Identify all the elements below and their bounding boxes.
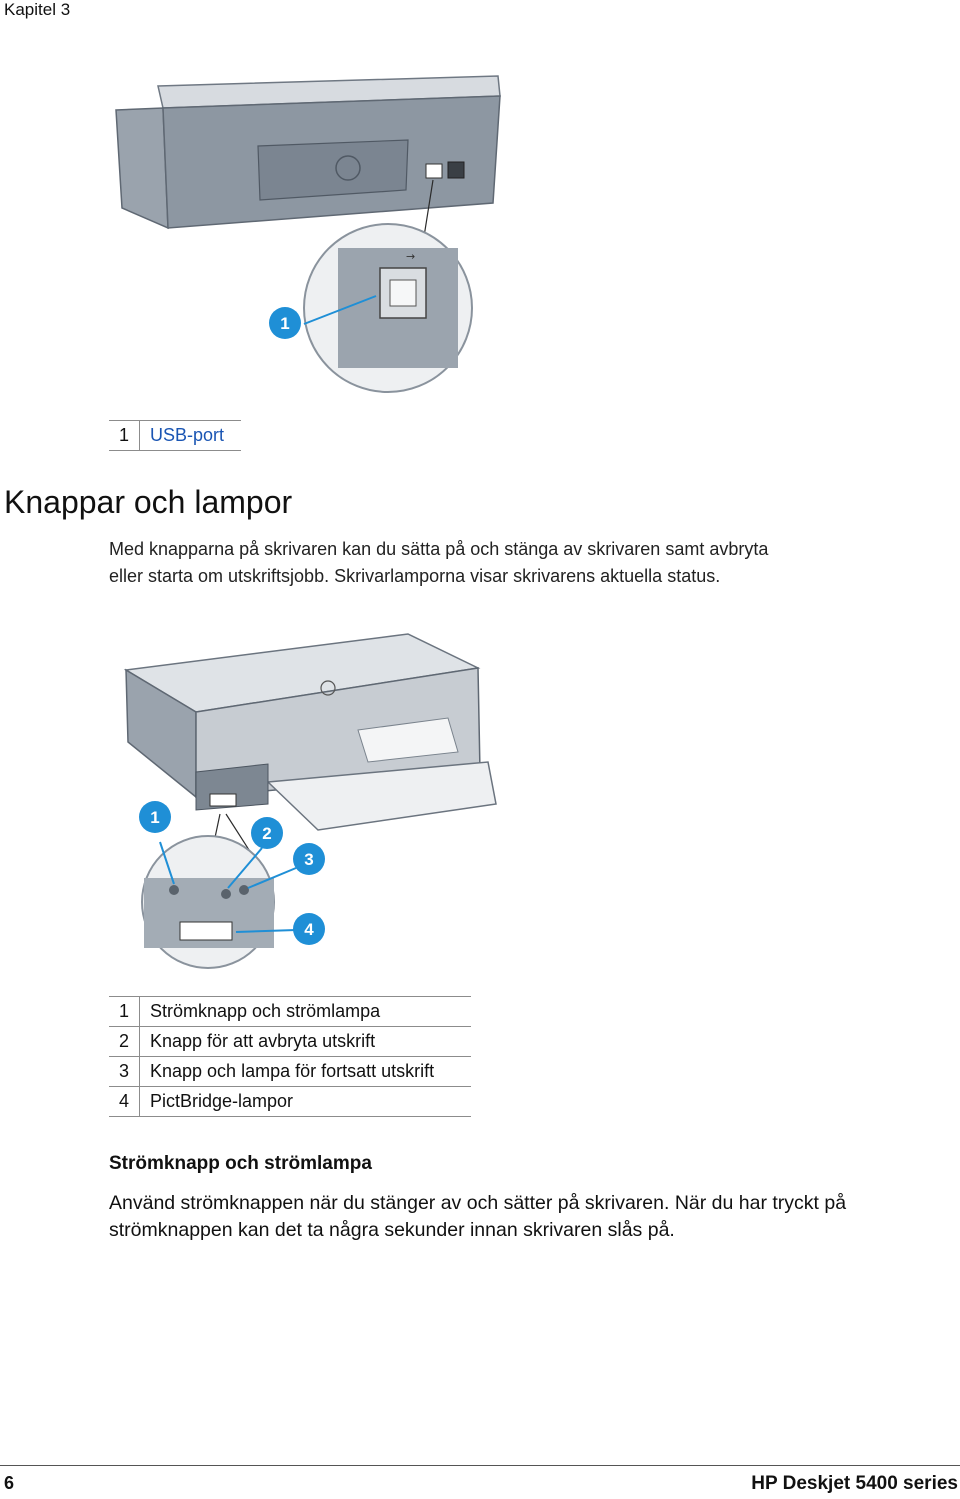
legend-label: Knapp för att avbryta utskrift	[140, 1027, 472, 1057]
callout-badge-1	[268, 306, 302, 340]
callout-badge-2	[250, 816, 284, 850]
callout-number: 3	[304, 850, 314, 869]
table-row	[109, 1027, 471, 1057]
table-row	[109, 421, 241, 451]
legend-label: PictBridge-lampor	[140, 1087, 472, 1117]
printer-rear-illustration	[108, 68, 508, 394]
legend-number: 4	[109, 1087, 140, 1117]
subsection-text: Använd strömknappen när du stänger av och sätter på skrivaren. När du har tryckt på strömknappen kan det ta några sekunder innan skrivaren slås på.	[109, 1192, 847, 1241]
table-row	[109, 1087, 471, 1117]
legend-number: 3	[109, 1057, 140, 1087]
intro-line-2: eller starta om utskriftsjobb. Skrivarlamporna visar skrivarens aktuella status.	[109, 566, 721, 586]
legend-label: USB-port	[140, 421, 242, 451]
chapter-header: Kapitel 3	[4, 0, 71, 19]
usb-legend-table	[109, 420, 241, 451]
callout-number: 2	[262, 824, 272, 843]
legend-label: Strömknapp och strömlampa	[140, 997, 472, 1027]
footer-divider	[0, 1465, 960, 1466]
page-number: 6	[4, 1473, 15, 1493]
callout-badge-1	[138, 800, 172, 834]
product-name: HP Deskjet 5400 series	[751, 1473, 958, 1494]
legend-label: Knapp och lampa för fortsatt utskrift	[140, 1057, 472, 1087]
legend-number: 1	[109, 997, 140, 1027]
buttons-legend-table	[109, 996, 471, 1117]
callout-number: 4	[304, 920, 314, 939]
legend-number: 2	[109, 1027, 140, 1057]
callout-number: 1	[280, 314, 290, 333]
table-row	[109, 997, 471, 1027]
subsection-title: Strömknapp och strömlampa	[109, 1153, 372, 1174]
callout-badge-4	[292, 912, 326, 946]
callout-badge-3	[292, 842, 326, 876]
legend-number: 1	[109, 421, 140, 451]
intro-line-1: Med knapparna på skrivaren kan du sätta på och stänga av skrivaren samt avbryta	[109, 539, 769, 559]
table-row	[109, 1057, 471, 1087]
svg-text:→: →	[406, 250, 416, 263]
section-title: Knappar och lampor	[4, 484, 293, 520]
callout-number: 1	[150, 808, 160, 827]
